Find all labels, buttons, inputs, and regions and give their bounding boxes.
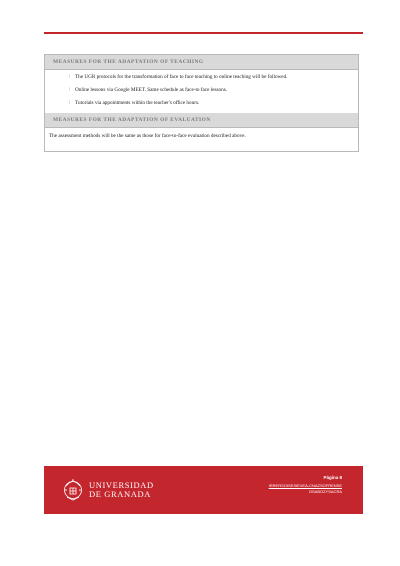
list-item [69,100,350,107]
list-item-text: Online lessons via Google MEET. Same schedule as face-to face lessons. [75,87,228,93]
university-wordmark [89,481,154,499]
bullet-icon: ⁞ [69,100,71,106]
adaptation-table [44,54,359,152]
list-item-text: Tutorials via appointments within the teacher's office hours. [75,100,200,106]
top-rule [44,32,363,34]
teaching-body [45,70,358,113]
list-item [69,74,350,81]
signature-line: OSABOZYSACRA [308,489,342,494]
teaching-list [53,74,350,107]
evaluation-text: The assessment methods will be the same as those for face-to-face evaluation described above. [49,133,246,139]
wordmark-line2: DE GRANADA [89,489,151,499]
wordmark-line1: UNIVERSIDAD [89,480,154,490]
page-number: Página 8 [323,475,342,480]
teaching-header: MEASURES FOR THE ADAPTATION OF TEACHING [45,55,358,70]
evaluation-header: MEASURES FOR THE ADAPTATION OF EVALUATION [45,113,358,128]
list-item [69,87,350,94]
list-item-text: The UGR protocols for the transformation of face to face teaching to online teaching will be followed. [75,74,288,80]
bullet-icon: ⁞ [69,87,71,93]
bullet-icon: ⁞ [69,74,71,80]
signature-block [252,483,342,495]
university-crest-icon [61,477,85,503]
signature-line: IRRERSOISESIEVEA-CNAZSOFRENSE [268,483,342,488]
footer-banner [44,466,363,514]
